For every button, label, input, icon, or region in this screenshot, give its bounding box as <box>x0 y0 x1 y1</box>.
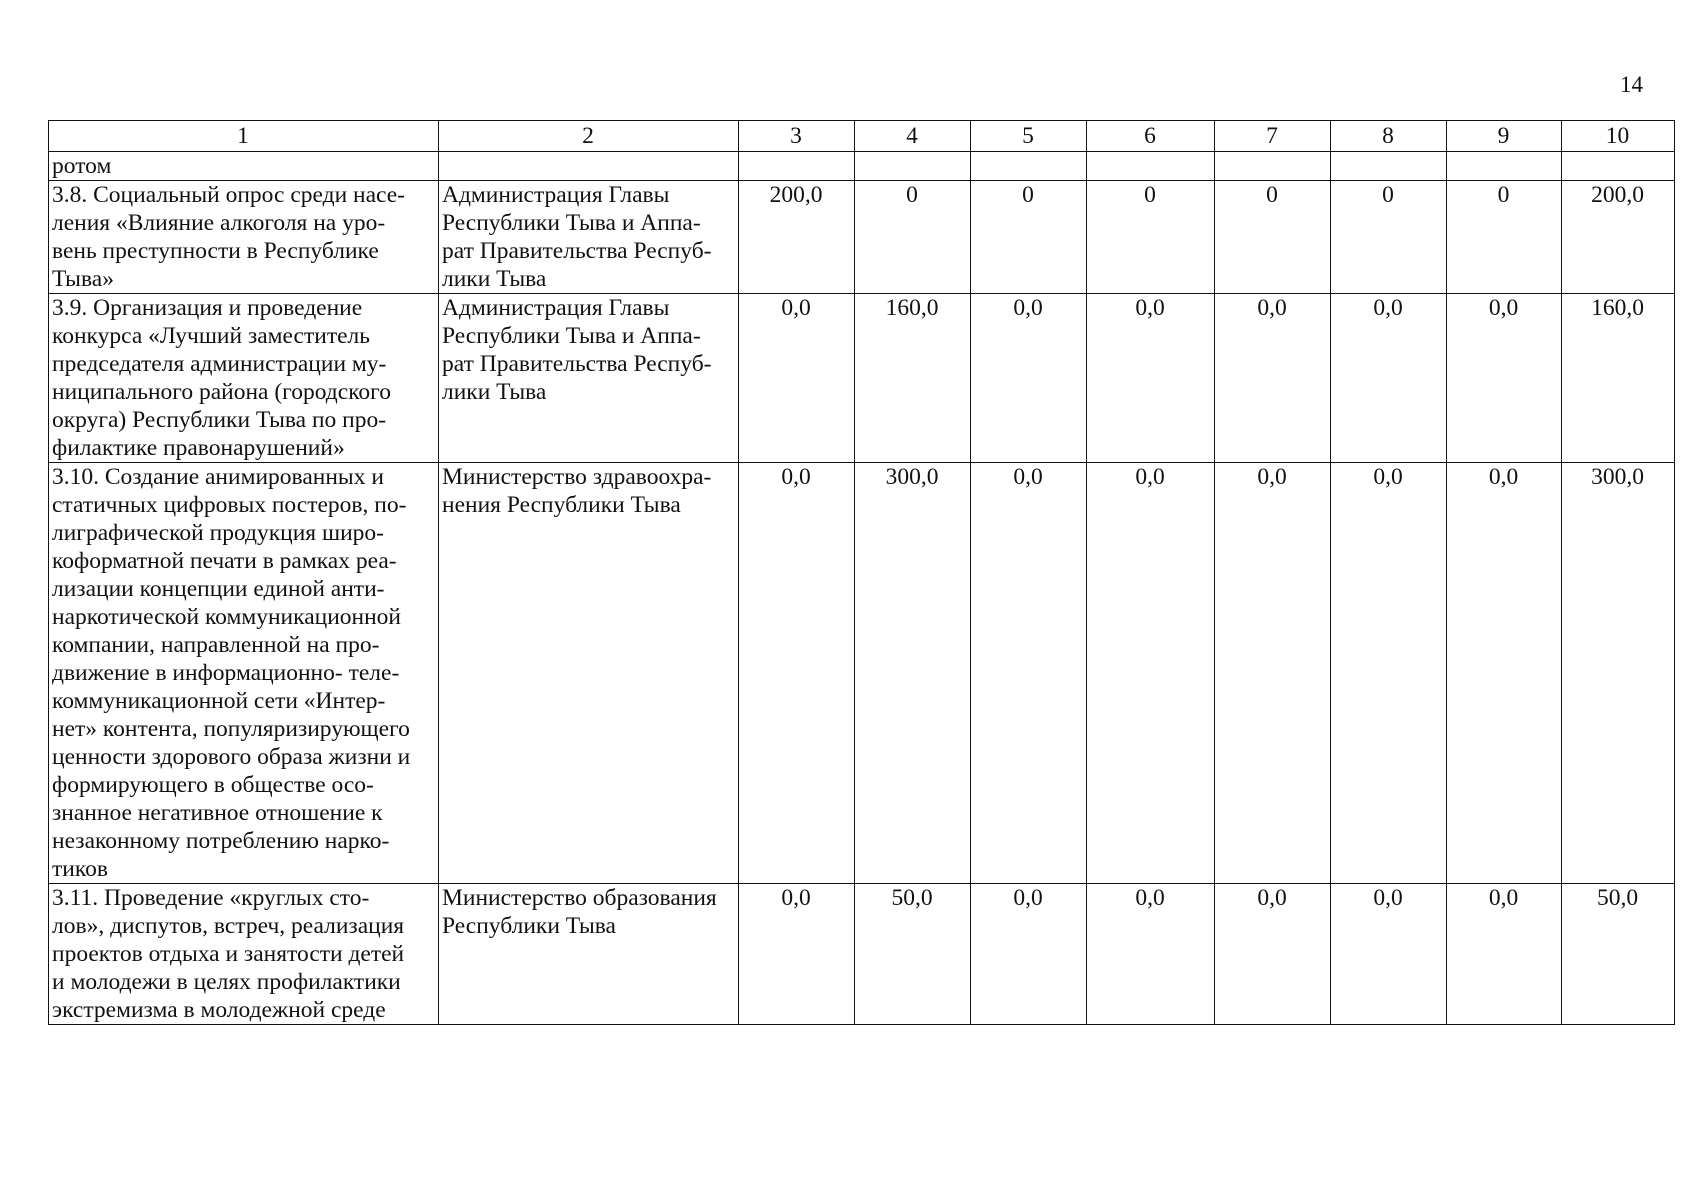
value-cell: 160,0 <box>855 294 971 463</box>
empty-cell <box>1562 152 1675 181</box>
value-cell: 0,0 <box>1215 294 1331 463</box>
value-cell: 0 <box>971 181 1087 294</box>
total-cell: 300,0 <box>1562 463 1675 884</box>
table-row <box>49 294 1675 463</box>
executor-cell: Министерство образования Республики Тыва <box>439 884 739 1025</box>
column-number-header: 10 <box>1562 121 1675 152</box>
column-number-header: 2 <box>439 121 739 152</box>
value-cell: 0,0 <box>1087 884 1215 1025</box>
empty-cell <box>1087 152 1215 181</box>
column-number-header: 3 <box>739 121 855 152</box>
value-cell: 0,0 <box>739 463 855 884</box>
value-cell: 200,0 <box>739 181 855 294</box>
table-row <box>49 463 1675 884</box>
value-cell: 0 <box>1447 181 1562 294</box>
total-cell: 200,0 <box>1562 181 1675 294</box>
value-cell: 0,0 <box>971 463 1087 884</box>
value-cell: 0 <box>1215 181 1331 294</box>
value-cell: 300,0 <box>855 463 971 884</box>
value-cell: 0,0 <box>971 884 1087 1025</box>
empty-cell <box>1331 152 1447 181</box>
executor-cell: Министерство здравоохра- нения Республики Тыва <box>439 463 739 884</box>
total-cell: 50,0 <box>1562 884 1675 1025</box>
continuation-row <box>49 152 1675 181</box>
activity-cell: 3.11. Проведение «круглых сто- лов», диспутов, встреч, реализация проектов отдыха и занятости детей и молодежи в целях профилактики экстремизма в молодежной среде <box>49 884 439 1025</box>
empty-cell <box>1447 152 1562 181</box>
value-cell: 0,0 <box>1447 463 1562 884</box>
value-cell: 0,0 <box>971 294 1087 463</box>
value-cell: 0,0 <box>1331 884 1447 1025</box>
program-budget-table <box>48 120 1675 1025</box>
empty-cell <box>855 152 971 181</box>
value-cell: 0,0 <box>1087 294 1215 463</box>
value-cell: 50,0 <box>855 884 971 1025</box>
empty-cell <box>971 152 1087 181</box>
continuation-text: ротом <box>49 152 439 181</box>
empty-cell <box>739 152 855 181</box>
column-number-header: 7 <box>1215 121 1331 152</box>
value-cell: 0,0 <box>1447 294 1562 463</box>
empty-cell <box>1215 152 1331 181</box>
column-number-header: 8 <box>1331 121 1447 152</box>
value-cell: 0,0 <box>1215 463 1331 884</box>
value-cell: 0 <box>855 181 971 294</box>
value-cell: 0,0 <box>1331 463 1447 884</box>
executor-cell: Администрация Главы Республики Тыва и Аппа- рат Правительства Респуб- лики Тыва <box>439 294 739 463</box>
column-number-header: 6 <box>1087 121 1215 152</box>
value-cell: 0 <box>1087 181 1215 294</box>
column-number-header-row <box>49 121 1675 152</box>
value-cell: 0,0 <box>1087 463 1215 884</box>
executor-cell: Администрация Главы Республики Тыва и Аппа- рат Правительства Респуб- лики Тыва <box>439 181 739 294</box>
column-number-header: 1 <box>49 121 439 152</box>
column-number-header: 5 <box>971 121 1087 152</box>
empty-cell <box>439 152 739 181</box>
column-number-header: 4 <box>855 121 971 152</box>
value-cell: 0 <box>1331 181 1447 294</box>
table-row <box>49 884 1675 1025</box>
value-cell: 0,0 <box>1215 884 1331 1025</box>
activity-cell: 3.8. Социальный опрос среди насе- ления «Влияние алкоголя на уро- вень преступности в Республике Тыва» <box>49 181 439 294</box>
table-row <box>49 181 1675 294</box>
value-cell: 0,0 <box>739 294 855 463</box>
value-cell: 0,0 <box>739 884 855 1025</box>
value-cell: 0,0 <box>1331 294 1447 463</box>
page-number: 14 <box>1620 72 1643 97</box>
column-number-header: 9 <box>1447 121 1562 152</box>
value-cell: 0,0 <box>1447 884 1562 1025</box>
total-cell: 160,0 <box>1562 294 1675 463</box>
activity-cell: 3.10. Создание анимированных и статичных цифровых постеров, по- лиграфической продукция широ- коформатной печати в рамках реа- лизации концепции единой анти- наркотической коммуникационной компании, направленной на про- движение в информационно- теле- коммуникационной сети «Интер- нет» контента, популяризирующего ценности здорового образа жизни и формирующего в обществе осо- знанное негативное отношение к незаконному потреблению нарко- тиков <box>49 463 439 884</box>
activity-cell: 3.9. Организация и проведение конкурса «Лучший заместитель председателя администрации му- ниципального района (городского округа) Республики Тыва по про- филактике правонарушений» <box>49 294 439 463</box>
